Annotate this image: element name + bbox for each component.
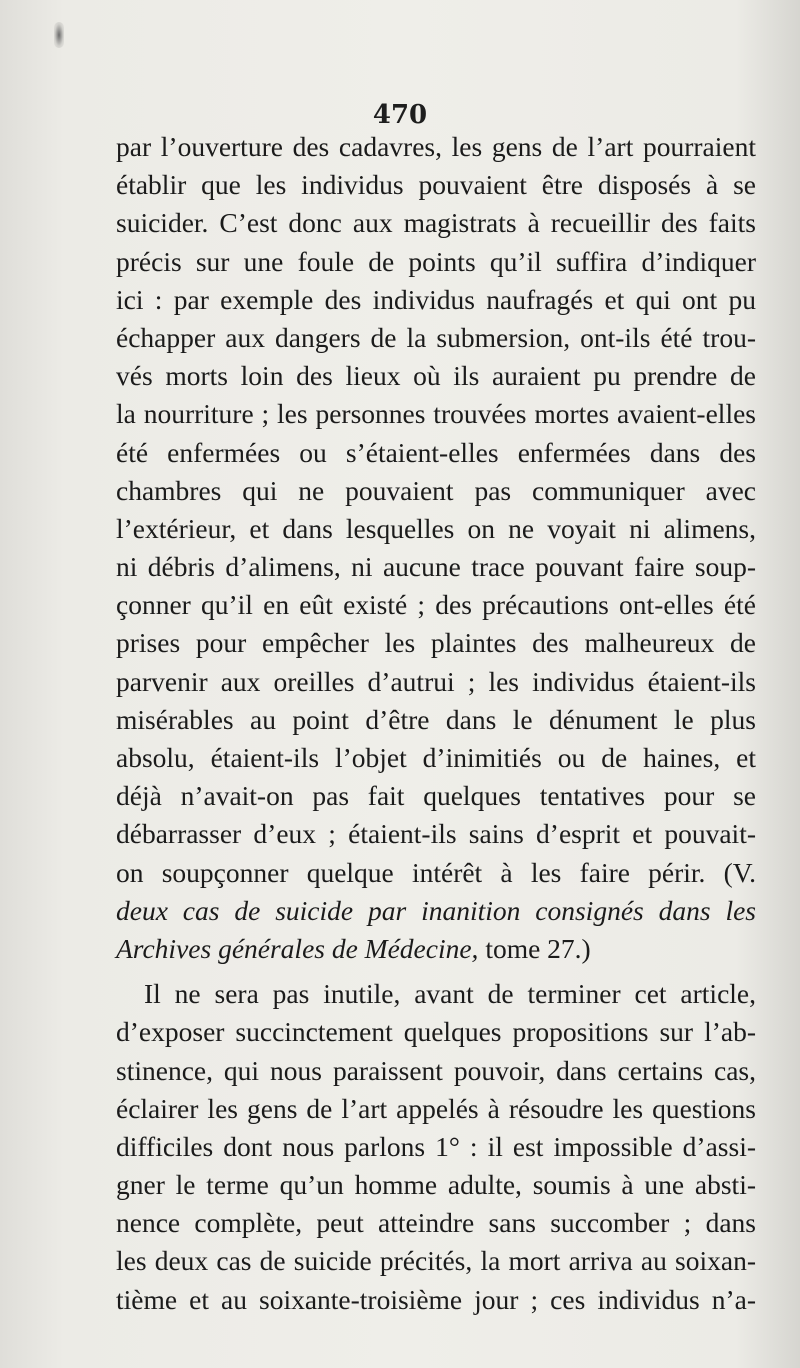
text-line: gner le terme qu’un homme adulte, soumis à une absti- <box>116 1169 756 1201</box>
citation-line: deux cas de suicide par inanition consignés dans les <box>116 894 756 926</box>
text-line: parvenir aux oreilles d’autrui ; les individus étaient-ils <box>116 665 756 697</box>
text-line: déjà n’avait-on pas fait quelques tentatives pour se <box>116 780 756 812</box>
citation-volume: tome 27.) <box>478 932 591 964</box>
text-line: établir que les individus pouvaient être disposés à se <box>116 169 756 201</box>
text-line: ici : par exemple des individus naufragés et qui ont pu <box>116 283 756 315</box>
text-line: été enfermées ou s’étaient-elles enfermées dans des <box>116 436 756 468</box>
text-line: çonner qu’il en eût existé ; des précautions ont-elles été <box>116 589 756 621</box>
text-line: difficiles dont nous parlons 1° : il est impossible d’assi- <box>116 1130 756 1162</box>
text-line: par l’ouverture des cadavres, les gens de l’art pourraient <box>116 131 756 162</box>
citation-source: Archives générales de Médecine, <box>116 932 479 964</box>
text-line: prises pour empêcher les plaintes des malheureux de <box>116 627 756 659</box>
text-line: éclairer les gens de l’art appelés à résoudre les questions <box>116 1092 756 1124</box>
text-line: absolu, étaient-ils l’objet d’inimitiés ou de haines, et <box>116 742 756 773</box>
ink-smudge <box>54 22 64 48</box>
text-line: stinence, qui nous paraissent pouvoir, dans certains cas, <box>116 1054 756 1086</box>
text-line: d’exposer succinctement quelques propositions sur l’ab- <box>116 1016 756 1048</box>
text-line: la nourriture ; les personnes trouvées mortes avaient-elles <box>116 398 756 430</box>
text-line: l’extérieur, et dans lesquelles on ne voyait ni alimens, <box>116 512 756 544</box>
text-line: chambres qui ne pouvaient pas communiquer avec <box>116 474 756 506</box>
page-number: 470 <box>372 100 428 130</box>
text-line: misérables au point d’être dans le dénument le plus <box>116 703 756 735</box>
text-line: nence complète, peut atteindre sans succomber ; dans <box>116 1207 756 1239</box>
text-line: précis sur une foule de points qu’il suffira d’indiquer <box>116 245 756 277</box>
text-line: vés morts loin des lieux où ils auraient pu prendre de <box>116 360 756 392</box>
text-line: ni débris d’alimens, ni aucune trace pouvant faire soup- <box>116 551 756 583</box>
text-line: échapper aux dangers de la submersion, ont-ils été trou- <box>116 321 756 353</box>
text-line: suicider. C’est donc aux magistrats à recueillir des faits <box>116 207 756 239</box>
paragraph-gap <box>116 968 756 975</box>
text-line: on soupçonner quelque intérêt à les faire périr. (V. <box>116 856 756 888</box>
text-line: débarrasser d’eux ; étaient-ils sains d’esprit et pouvait- <box>116 818 756 850</box>
text-line: Il ne sera pas inutile, avant de terminer cet article, <box>144 978 756 1010</box>
body-text <box>116 128 756 1319</box>
citation-line <box>116 930 756 968</box>
text-line: les deux cas de suicide précités, la mort arriva au soixan- <box>116 1245 756 1277</box>
text-line: tième et au soixante-troisième jour ; ces individus n’a- <box>116 1283 756 1315</box>
